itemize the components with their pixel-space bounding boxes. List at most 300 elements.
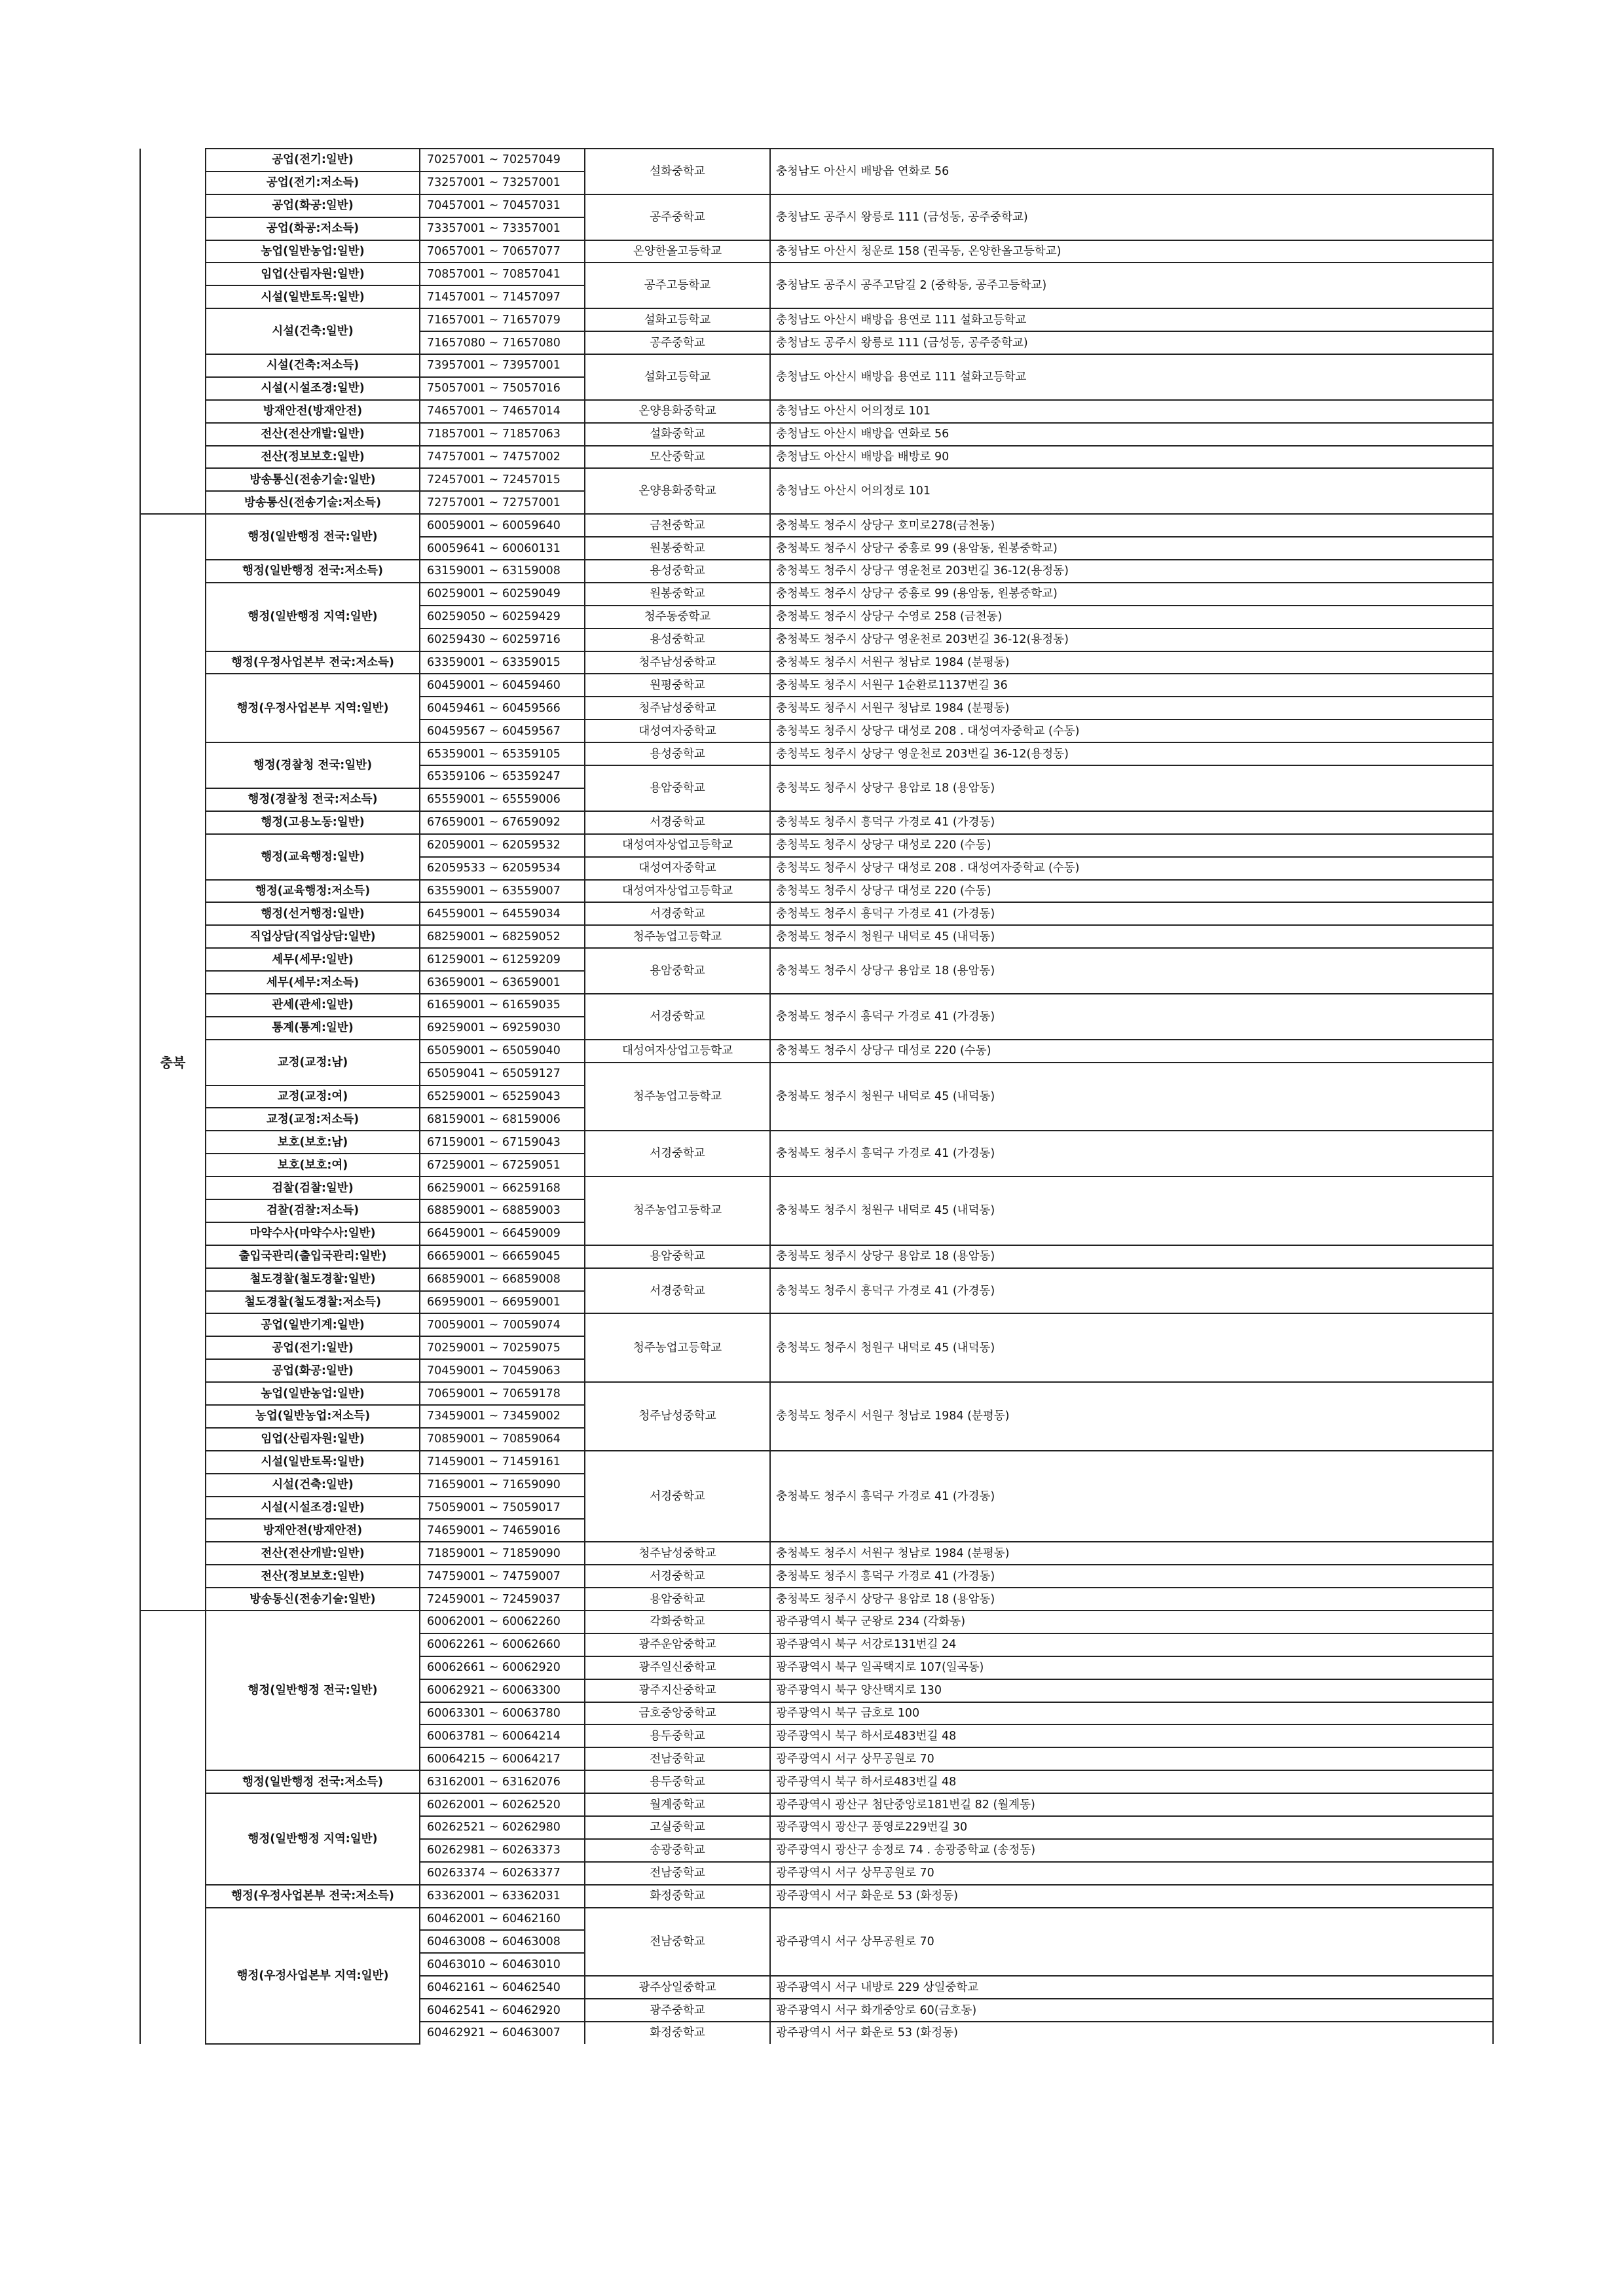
table-row [140,354,1493,377]
address-cell: 충청남도 아산시 어의정로 101 [770,400,1493,423]
school-cell: 서경중학교 [585,1268,770,1314]
examinee-number-range-cell: 61659001 ~ 61659035 [420,994,585,1017]
exam-category-cell: 시설(일반토목:일반) [206,1451,420,1474]
exam-category-cell: 행정(선거행정:일반) [206,902,420,925]
examinee-number-range-cell: 60462161 ~ 60462540 [420,1976,585,1999]
exam-venue-table [139,148,1494,2045]
exam-category-cell: 전산(전산개발:일반) [206,423,420,446]
table-row [140,1885,1493,1908]
examinee-number-range-cell: 63359001 ~ 63359015 [420,651,585,674]
exam-category-cell: 행정(우정사업본부 전국:저소득) [206,1885,420,1908]
exam-category-cell: 행정(일반행정 전국:일반) [206,1611,420,1770]
exam-category-cell: 시설(건축:저소득) [206,354,420,377]
address-cell: 광주광역시 광산구 풍영로229번길 30 [770,1816,1493,1839]
school-cell: 설화중학교 [585,149,770,194]
exam-category-cell: 전산(정보보호:일반) [206,446,420,469]
table-row [140,880,1493,903]
school-cell: 온양용화중학교 [585,400,770,423]
exam-category-cell: 마약수사(마약수사:일반) [206,1222,420,1245]
school-cell: 대성여자상업고등학교 [585,1040,770,1063]
examinee-number-range-cell: 60259001 ~ 60259049 [420,583,585,606]
school-cell: 금천중학교 [585,514,770,537]
region-cell [140,1611,206,2044]
examinee-number-range-cell: 68259001 ~ 68259052 [420,925,585,948]
table-row [140,400,1493,423]
address-cell: 충청북도 청주시 서원구 청남로 1984 (분평동) [770,1382,1493,1451]
school-cell: 대성여자중학교 [585,720,770,742]
examinee-number-range-cell: 71657080 ~ 71657080 [420,331,585,354]
exam-category-cell: 교정(교정:저소득) [206,1108,420,1131]
examinee-number-range-cell: 70857001 ~ 70857041 [420,263,585,285]
exam-category-cell: 행정(고용노동:일반) [206,811,420,834]
examinee-number-range-cell: 66859001 ~ 66859008 [420,1268,585,1291]
examinee-number-range-cell: 67159001 ~ 67159043 [420,1131,585,1154]
exam-category-cell: 방재안전(방재안전) [206,400,420,423]
exam-category-cell: 행정(교육행정:저소득) [206,880,420,903]
exam-category-cell: 시설(건축:일반) [206,308,420,354]
school-cell: 화정중학교 [585,2022,770,2044]
examinee-number-range-cell: 65259001 ~ 65259043 [420,1085,585,1108]
examinee-number-range-cell: 71459001 ~ 71459161 [420,1451,585,1474]
examinee-number-range-cell: 62059001 ~ 62059532 [420,834,585,857]
exam-category-cell: 농업(일반농업:일반) [206,240,420,263]
exam-category-cell: 시설(건축:일반) [206,1474,420,1497]
examinee-number-range-cell: 75057001 ~ 75057016 [420,377,585,400]
exam-venue-table-body [140,149,1493,2044]
examinee-number-range-cell: 60259430 ~ 60259716 [420,629,585,651]
examinee-number-range-cell: 60062921 ~ 60063300 [420,1679,585,1702]
table-row [140,423,1493,446]
school-cell: 원평중학교 [585,674,770,697]
exam-category-cell: 방송통신(전송기술:일반) [206,468,420,491]
table-row [140,1565,1493,1588]
examinee-number-range-cell: 72459001 ~ 72459037 [420,1588,585,1611]
exam-category-cell: 행정(일반행정 전국:일반) [206,514,420,560]
table-row [140,1176,1493,1199]
examinee-number-range-cell: 60064215 ~ 60064217 [420,1747,585,1770]
exam-category-cell: 세무(세무:저소득) [206,971,420,994]
region-cell: 충북 [140,514,206,1611]
examinee-number-range-cell: 65059041 ~ 65059127 [420,1063,585,1085]
examinee-number-range-cell: 61259001 ~ 61259209 [420,948,585,971]
examinee-number-range-cell: 60462921 ~ 60463007 [420,2022,585,2044]
exam-category-cell: 행정(교육행정:일반) [206,834,420,880]
school-cell: 용성중학교 [585,560,770,583]
school-cell: 용두중학교 [585,1770,770,1793]
school-cell: 설화고등학교 [585,354,770,400]
address-cell: 광주광역시 서구 상무공원로 70 [770,1862,1493,1885]
examinee-number-range-cell: 73459001 ~ 73459002 [420,1405,585,1428]
exam-category-cell: 검찰(검찰:일반) [206,1176,420,1199]
address-cell: 충청북도 청주시 흥덕구 가경로 41 (가경동) [770,994,1493,1040]
school-cell: 월계중학교 [585,1793,770,1816]
table-row [140,834,1493,857]
examinee-number-range-cell: 63362001 ~ 63362031 [420,1885,585,1908]
exam-category-cell: 방송통신(전송기술:저소득) [206,491,420,514]
address-cell: 충청북도 청주시 상당구 호미로278(금천동) [770,514,1493,537]
table-row [140,514,1493,537]
exam-category-cell: 전산(전산개발:일반) [206,1542,420,1565]
table-row [140,1542,1493,1565]
school-cell: 대성여자상업고등학교 [585,880,770,903]
examinee-number-range-cell: 68859001 ~ 68859003 [420,1199,585,1222]
examinee-number-range-cell: 63659001 ~ 63659001 [420,971,585,994]
table-row [140,948,1493,971]
school-cell: 금호중앙중학교 [585,1702,770,1725]
table-row [140,1908,1493,1931]
exam-category-cell: 공업(화공:일반) [206,1359,420,1382]
school-cell: 서경중학교 [585,1451,770,1542]
examinee-number-range-cell: 60463010 ~ 60463010 [420,1953,585,1976]
table-row [140,560,1493,583]
school-cell: 용성중학교 [585,742,770,765]
address-cell: 충청북도 청주시 상당구 대성로 220 (수동) [770,880,1493,903]
table-row [140,1313,1493,1336]
examinee-number-range-cell: 60459461 ~ 60459566 [420,697,585,720]
exam-category-cell: 행정(일반행정 지역:일반) [206,583,420,651]
exam-category-cell: 공업(전기:저소득) [206,172,420,194]
exam-category-cell: 농업(일반농업:저소득) [206,1405,420,1428]
examinee-number-range-cell: 71859001 ~ 71859090 [420,1542,585,1565]
address-cell: 충청북도 청주시 흥덕구 가경로 41 (가경동) [770,811,1493,834]
examinee-number-range-cell: 71659001 ~ 71659090 [420,1474,585,1497]
school-cell: 청주남성중학교 [585,651,770,674]
table-row [140,1131,1493,1154]
examinee-number-range-cell: 73357001 ~ 73357001 [420,217,585,240]
examinee-number-range-cell: 71457001 ~ 71457097 [420,285,585,308]
table-row [140,1770,1493,1793]
examinee-number-range-cell: 70659001 ~ 70659178 [420,1382,585,1405]
examinee-number-range-cell: 67659001 ~ 67659092 [420,811,585,834]
exam-category-cell: 관세(관세:일반) [206,994,420,1017]
address-cell: 충청남도 아산시 배방읍 연화로 56 [770,423,1493,446]
exam-category-cell: 보호(보호:여) [206,1154,420,1176]
address-cell: 광주광역시 광산구 송정로 74 . 송광중학교 (송정동) [770,1839,1493,1862]
address-cell: 충청남도 아산시 배방읍 배방로 90 [770,446,1493,469]
table-row [140,446,1493,469]
table-row [140,902,1493,925]
examinee-number-range-cell: 66459001 ~ 66459009 [420,1222,585,1245]
examinee-number-range-cell: 70059001 ~ 70059074 [420,1313,585,1336]
address-cell: 충청북도 청주시 상당구 대성로 220 (수동) [770,834,1493,857]
exam-category-cell: 공업(일반기계:일반) [206,1313,420,1336]
address-cell: 충청북도 청주시 상당구 수영로 258 (금천동) [770,606,1493,629]
exam-category-cell: 행정(경찰청 전국:일반) [206,742,420,788]
examinee-number-range-cell: 62059533 ~ 62059534 [420,857,585,880]
address-cell: 충청남도 공주시 왕릉로 111 (금성동, 공주중학교) [770,194,1493,240]
exam-category-cell: 농업(일반농업:일반) [206,1382,420,1405]
address-cell: 충청북도 청주시 청원구 내덕로 45 (내덕동) [770,1063,1493,1131]
examinee-number-range-cell: 60459567 ~ 60459567 [420,720,585,742]
table-row [140,149,1493,172]
address-cell: 충청북도 청주시 흥덕구 가경로 41 (가경동) [770,1565,1493,1588]
examinee-number-range-cell: 66659001 ~ 66659045 [420,1245,585,1268]
examinee-number-range-cell: 60262521 ~ 60262980 [420,1816,585,1839]
school-cell: 대성여자중학교 [585,857,770,880]
examinee-number-range-cell: 60062001 ~ 60062260 [420,1611,585,1633]
address-cell: 광주광역시 북구 금호로 100 [770,1702,1493,1725]
exam-category-cell: 공업(화공:일반) [206,194,420,217]
school-cell: 용암중학교 [585,1245,770,1268]
exam-category-cell: 행정(경찰청 전국:저소득) [206,788,420,811]
exam-category-cell: 행정(일반행정 전국:저소득) [206,1770,420,1793]
exam-category-cell: 공업(화공:저소득) [206,217,420,240]
exam-category-cell: 시설(시설조경:일반) [206,377,420,400]
examinee-number-range-cell: 73257001 ~ 73257001 [420,172,585,194]
exam-category-cell: 임업(산림자원:일반) [206,1428,420,1451]
address-cell: 충청북도 청주시 흥덕구 가경로 41 (가경동) [770,1451,1493,1542]
examinee-number-range-cell: 67259001 ~ 67259051 [420,1154,585,1176]
school-cell: 광주상일중학교 [585,1976,770,1999]
examinee-number-range-cell: 74759001 ~ 74759007 [420,1565,585,1588]
school-cell: 청주남성중학교 [585,1542,770,1565]
school-cell: 전남중학교 [585,1908,770,1977]
school-cell: 대성여자상업고등학교 [585,834,770,857]
examinee-number-range-cell: 74657001 ~ 74657014 [420,400,585,423]
exam-category-cell: 방재안전(방재안전) [206,1519,420,1542]
address-cell: 광주광역시 북구 양산택지로 130 [770,1679,1493,1702]
address-cell: 충청북도 청주시 청원구 내덕로 45 (내덕동) [770,1176,1493,1245]
address-cell: 충청북도 청주시 서원구 청남로 1984 (분평동) [770,651,1493,674]
school-cell: 광주중학교 [585,1999,770,2022]
school-cell: 청주농업고등학교 [585,1063,770,1131]
school-cell: 서경중학교 [585,1131,770,1176]
examinee-number-range-cell: 65359106 ~ 65359247 [420,765,585,788]
examinee-number-range-cell: 60062261 ~ 60062660 [420,1633,585,1656]
address-cell: 충청북도 청주시 상당구 영운천로 203번길 36-12(용정동) [770,560,1493,583]
examinee-number-range-cell: 65059001 ~ 65059040 [420,1040,585,1063]
school-cell: 원봉중학교 [585,537,770,560]
examinee-number-range-cell: 60463008 ~ 60463008 [420,1930,585,1953]
school-cell: 온양용화중학교 [585,468,770,514]
exam-category-cell: 행정(우정사업본부 지역:일반) [206,674,420,742]
address-cell: 광주광역시 북구 하서로483번길 48 [770,1724,1493,1747]
examinee-number-range-cell: 60062661 ~ 60062920 [420,1656,585,1679]
address-cell: 충청남도 아산시 청운로 158 (권곡동, 온양한올고등학교) [770,240,1493,263]
examinee-number-range-cell: 60059001 ~ 60059640 [420,514,585,537]
table-row [140,674,1493,697]
exam-category-cell: 통계(통계:일반) [206,1017,420,1040]
examinee-number-range-cell: 60059641 ~ 60060131 [420,537,585,560]
school-cell: 설화중학교 [585,423,770,446]
address-cell: 충청남도 공주시 왕릉로 111 (금성동, 공주중학교) [770,331,1493,354]
table-row [140,1793,1493,1816]
examinee-number-range-cell: 70457001 ~ 70457031 [420,194,585,217]
school-cell: 청주농업고등학교 [585,1176,770,1245]
address-cell: 충청북도 청주시 상당구 용암로 18 (용암동) [770,1588,1493,1611]
school-cell: 서경중학교 [585,902,770,925]
school-cell: 청주동중학교 [585,606,770,629]
examinee-number-range-cell: 63162001 ~ 63162076 [420,1770,585,1793]
table-row [140,1040,1493,1063]
examinee-number-range-cell: 60262981 ~ 60263373 [420,1839,585,1862]
exam-category-cell: 행정(우정사업본부 전국:저소득) [206,651,420,674]
address-cell: 충청북도 청주시 상당구 용암로 18 (용암동) [770,1245,1493,1268]
school-cell: 용성중학교 [585,629,770,651]
school-cell: 용암중학교 [585,1588,770,1611]
table-row [140,468,1493,491]
table-row [140,1588,1493,1611]
school-cell: 전남중학교 [585,1862,770,1885]
examinee-number-range-cell: 60262001 ~ 60262520 [420,1793,585,1816]
exam-category-cell: 전산(정보보호:일반) [206,1565,420,1588]
examinee-number-range-cell: 70459001 ~ 70459063 [420,1359,585,1382]
examinee-number-range-cell: 66259001 ~ 66259168 [420,1176,585,1199]
address-cell: 충청북도 청주시 흥덕구 가경로 41 (가경동) [770,902,1493,925]
exam-category-cell: 방송통신(전송기술:일반) [206,1588,420,1611]
exam-category-cell: 시설(일반토목:일반) [206,285,420,308]
address-cell: 광주광역시 북구 일곡택지로 107(일곡동) [770,1656,1493,1679]
address-cell: 광주광역시 서구 화개중앙로 60(금호동) [770,1999,1493,2022]
examinee-number-range-cell: 60259050 ~ 60259429 [420,606,585,629]
examinee-number-range-cell: 74757001 ~ 74757002 [420,446,585,469]
address-cell: 광주광역시 서구 화운로 53 (화정동) [770,1885,1493,1908]
address-cell: 광주광역시 북구 하서로483번길 48 [770,1770,1493,1793]
exam-category-cell: 행정(우정사업본부 지역:일반) [206,1908,420,2044]
table-row [140,240,1493,263]
exam-category-cell: 교정(교정:남) [206,1040,420,1085]
region-cell [140,149,206,514]
address-cell: 광주광역시 서구 내방로 229 상일중학교 [770,1976,1493,1999]
table-row [140,1268,1493,1291]
school-cell: 서경중학교 [585,1565,770,1588]
examinee-number-range-cell: 60462001 ~ 60462160 [420,1908,585,1931]
address-cell: 충청남도 아산시 배방읍 용연로 111 설화고등학교 [770,308,1493,331]
address-cell: 광주광역시 서구 상무공원로 70 [770,1747,1493,1770]
address-cell: 충청남도 아산시 배방읍 용연로 111 설화고등학교 [770,354,1493,400]
table-row [140,1451,1493,1474]
table-row [140,925,1493,948]
examinee-number-range-cell: 60263374 ~ 60263377 [420,1862,585,1885]
exam-category-cell: 직업상담(직업상담:일반) [206,925,420,948]
address-cell: 충청북도 청주시 서원구 1순환로1137번길 36 [770,674,1493,697]
school-cell: 화정중학교 [585,1885,770,1908]
school-cell: 전남중학교 [585,1747,770,1770]
examinee-number-range-cell: 65359001 ~ 65359105 [420,742,585,765]
table-row [140,1245,1493,1268]
examinee-number-range-cell: 71857001 ~ 71857063 [420,423,585,446]
examinee-number-range-cell: 66959001 ~ 66959001 [420,1291,585,1314]
address-cell: 광주광역시 광산구 첨단중앙로181번길 82 (월계동) [770,1793,1493,1816]
examinee-number-range-cell: 60063781 ~ 60064214 [420,1724,585,1747]
school-cell: 고실중학교 [585,1816,770,1839]
address-cell: 충청북도 청주시 상당구 중흥로 99 (용암동, 원봉중학교) [770,537,1493,560]
examinee-number-range-cell: 69259001 ~ 69259030 [420,1017,585,1040]
exam-category-cell: 검찰(검찰:저소득) [206,1199,420,1222]
examinee-number-range-cell: 74659001 ~ 74659016 [420,1519,585,1542]
table-row [140,583,1493,606]
exam-category-cell: 임업(산림자원:일반) [206,263,420,285]
address-cell: 충청북도 청주시 청원구 내덕로 45 (내덕동) [770,1313,1493,1382]
address-cell: 충청북도 청주시 상당구 중흥로 99 (용암동, 원봉중학교) [770,583,1493,606]
examinee-number-range-cell: 64559001 ~ 64559034 [420,902,585,925]
address-cell: 광주광역시 서구 상무공원로 70 [770,1908,1493,1977]
address-cell: 충청북도 청주시 상당구 영운천로 203번길 36-12(용정동) [770,742,1493,765]
examinee-number-range-cell: 70657001 ~ 70657077 [420,240,585,263]
school-cell: 청주농업고등학교 [585,925,770,948]
examinee-number-range-cell: 63159001 ~ 63159008 [420,560,585,583]
school-cell: 광주일신중학교 [585,1656,770,1679]
address-cell: 충청남도 아산시 배방읍 연화로 56 [770,149,1493,194]
examinee-number-range-cell: 71657001 ~ 71657079 [420,308,585,331]
table-row [140,194,1493,217]
address-cell: 충청북도 청주시 상당구 용암로 18 (용암동) [770,948,1493,994]
examinee-number-range-cell: 65559001 ~ 65559006 [420,788,585,811]
address-cell: 충청북도 청주시 서원구 청남로 1984 (분평동) [770,697,1493,720]
table-row [140,308,1493,331]
table-row [140,994,1493,1017]
address-cell: 광주광역시 북구 서강로131번길 24 [770,1633,1493,1656]
exam-category-cell: 공업(전기:일반) [206,1336,420,1359]
school-cell: 용암중학교 [585,948,770,994]
examinee-number-range-cell: 60459001 ~ 60459460 [420,674,585,697]
exam-category-cell: 행정(일반행정 전국:저소득) [206,560,420,583]
exam-category-cell: 철도경찰(철도경찰:저소득) [206,1291,420,1314]
school-cell: 송광중학교 [585,1839,770,1862]
school-cell: 서경중학교 [585,994,770,1040]
address-cell: 충청북도 청주시 상당구 대성로 208 . 대성여자중학교 (수동) [770,720,1493,742]
examinee-number-range-cell: 73957001 ~ 73957001 [420,354,585,377]
exam-category-cell: 시설(시설조경:일반) [206,1497,420,1520]
exam-category-cell: 출입국관리(출입국관리:일반) [206,1245,420,1268]
address-cell: 충청북도 청주시 흥덕구 가경로 41 (가경동) [770,1268,1493,1314]
exam-category-cell: 보호(보호:남) [206,1131,420,1154]
school-cell: 모산중학교 [585,446,770,469]
table-row [140,651,1493,674]
school-cell: 청주남성중학교 [585,697,770,720]
examinee-number-range-cell: 60063301 ~ 60063780 [420,1702,585,1725]
examinee-number-range-cell: 72757001 ~ 72757001 [420,491,585,514]
address-cell: 광주광역시 북구 군왕로 234 (각화동) [770,1611,1493,1633]
school-cell: 원봉중학교 [585,583,770,606]
school-cell: 용두중학교 [585,1724,770,1747]
school-cell: 공주중학교 [585,331,770,354]
examinee-number-range-cell: 68159001 ~ 68159006 [420,1108,585,1131]
school-cell: 각화중학교 [585,1611,770,1633]
address-cell: 충청북도 청주시 상당구 대성로 220 (수동) [770,1040,1493,1063]
table-row [140,263,1493,285]
examinee-number-range-cell: 60462541 ~ 60462920 [420,1999,585,2022]
school-cell: 용암중학교 [585,765,770,811]
address-cell: 충청북도 청주시 흥덕구 가경로 41 (가경동) [770,1131,1493,1176]
address-cell: 광주광역시 서구 화운로 53 (화정동) [770,2022,1493,2044]
school-cell: 서경중학교 [585,811,770,834]
exam-category-cell: 행정(일반행정 지역:일반) [206,1793,420,1885]
address-cell: 충청북도 청주시 청원구 내덕로 45 (내덕동) [770,925,1493,948]
table-row [140,1382,1493,1405]
exam-category-cell: 세무(세무:일반) [206,948,420,971]
school-cell: 광주지산중학교 [585,1679,770,1702]
address-cell: 충청남도 아산시 어의정로 101 [770,468,1493,514]
exam-category-cell: 공업(전기:일반) [206,149,420,172]
examinee-number-range-cell: 63559001 ~ 63559007 [420,880,585,903]
address-cell: 충청북도 청주시 상당구 대성로 208 . 대성여자중학교 (수동) [770,857,1493,880]
examinee-number-range-cell: 70259001 ~ 70259075 [420,1336,585,1359]
examinee-number-range-cell: 72457001 ~ 72457015 [420,468,585,491]
school-cell: 청주남성중학교 [585,1382,770,1451]
table-row [140,1611,1493,1633]
school-cell: 설화고등학교 [585,308,770,331]
exam-category-cell: 철도경찰(철도경찰:일반) [206,1268,420,1291]
school-cell: 청주농업고등학교 [585,1313,770,1382]
school-cell: 광주운암중학교 [585,1633,770,1656]
exam-category-cell: 교정(교정:여) [206,1085,420,1108]
address-cell: 충청북도 청주시 서원구 청남로 1984 (분평동) [770,1542,1493,1565]
table-row [140,742,1493,765]
table-row [140,811,1493,834]
examinee-number-range-cell: 70859001 ~ 70859064 [420,1428,585,1451]
address-cell: 충청북도 청주시 상당구 영운천로 203번길 36-12(용정동) [770,629,1493,651]
